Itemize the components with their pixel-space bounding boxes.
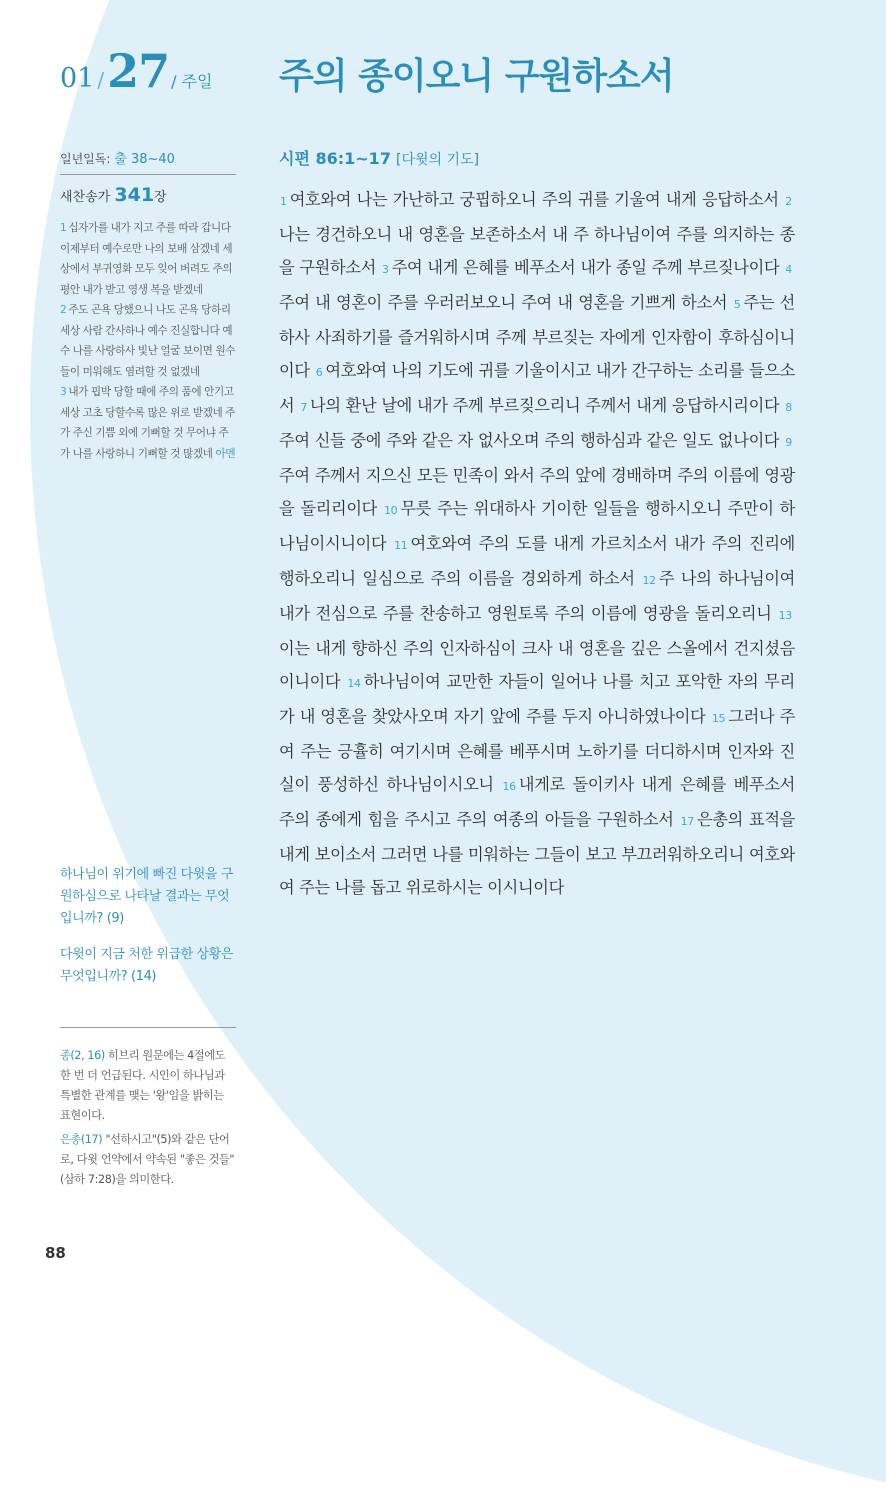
note-text: 히브리 원문에는 4절에도 한 번 더 언급된다. 시인이 하나님과 특별한 관계를 맺는 '왕'임을 밝히는 표현이다. xyxy=(60,1049,226,1122)
hymn-amen: 아멘 xyxy=(215,447,236,460)
date-month: 01 xyxy=(60,63,95,94)
verse-text: 나는 경건하오니 내 영혼을 보존하소서 내 주 하나님이여 주를 의지하는 종을 구원하소서 xyxy=(279,225,795,277)
reflection-questions xyxy=(60,864,236,1002)
page-title: 주의 종이오니 구원하소서 xyxy=(279,56,674,97)
verse-number: 16 xyxy=(502,780,516,793)
verse-number: 4 xyxy=(785,263,792,276)
hymn-verse xyxy=(60,218,236,300)
verse-text: 나의 환난 날에 내가 주께 부르짖으리니 주께서 내게 응답하시리이다 xyxy=(310,396,780,415)
hymn-verse-text: 주도 곤욕 당했으니 나도 곤욕 당하리 세상 사람 간사하나 예수 진실합니다 예수 나를 사랑하사 빛난 얼굴 보이면 원수들이 미워해도 염려할 것 없겠네 xyxy=(60,304,236,378)
verse-number: 17 xyxy=(680,815,694,828)
verse-number: 9 xyxy=(785,436,792,449)
date-separator: / xyxy=(97,68,105,92)
verse-text: 그러나 주여 주는 긍휼히 여기시며 은혜를 베푸시며 노하기를 더디하시며 인자와 진실이 풍성하신 하나님이시오니 xyxy=(279,707,795,794)
reference-subtitle: [다윗의 기도] xyxy=(396,152,480,168)
verse-text: 여호와여 나의 기도에 귀를 기울이시고 내가 간구하는 소리를 들으소서 xyxy=(279,361,795,415)
hymn-label: 새찬송가 xyxy=(60,190,111,205)
verse-text: 하나님이여 교만한 자들이 일어나 나를 치고 포악한 자의 무리가 내 영혼을 찾았사오며 자기 앞에 주를 두지 아니하였나이다 xyxy=(279,672,795,726)
verse-number: 14 xyxy=(347,677,361,690)
yearly-reading xyxy=(60,148,175,167)
verse-number: 8 xyxy=(785,401,792,414)
hymn-number: 341 xyxy=(114,184,155,206)
note-term: 은총(17) xyxy=(60,1133,103,1146)
yearly-reading-value: 출 38~40 xyxy=(114,152,175,167)
hymn-verse-number: 2 xyxy=(60,304,67,316)
note-term: 종(2, 16) xyxy=(60,1049,105,1062)
hymn-heading xyxy=(60,184,167,206)
yearly-reading-label: 일년일독: xyxy=(60,152,111,166)
note-text: "선하시고"(5)와 같은 단어로, 다윗 언약에서 약속된 "좋은 것들"(삼하 7:28)을 의미한다. xyxy=(60,1133,235,1186)
verse-text: 여호와여 주의 도를 내게 가르치소서 내가 주의 진리에 행하오리니 일심으로 주의 이름을 경외하게 하소서 xyxy=(279,534,795,588)
hymn-verse-number: 3 xyxy=(60,386,67,398)
date-day: 27 xyxy=(107,44,170,98)
verse-text: 여호와여 나는 가난하고 궁핍하오니 주의 귀를 기울여 내게 응답하소서 xyxy=(289,190,779,209)
verse-number: 7 xyxy=(300,401,308,414)
verse-text: 주는 선하사 사죄하기를 즐거워하시며 주께 부르짖는 자에게 인자함이 후하심이니이다 xyxy=(279,293,796,380)
verse-text: 주여 신들 중에 주와 같은 자 없사오며 주의 행하심과 같은 일도 없나이다 xyxy=(279,431,780,450)
hymn-verse-text: 십자가를 내가 지고 주를 따라 갑니다 이제부터 예수로만 나의 보배 삼겠네 세상에서 부귀영화 모두 잊어 버려도 주의 평안 내가 받고 영생 복을 받겠네 xyxy=(60,222,233,296)
scripture-text xyxy=(279,183,795,904)
note-item xyxy=(60,1130,236,1190)
scripture-section xyxy=(279,146,795,904)
verse-text: 이는 내게 향하신 주의 인자하심이 크사 내 영혼을 깊은 스올에서 건지셨음이니이다 xyxy=(279,639,795,691)
notes-divider xyxy=(60,1027,236,1028)
word-notes xyxy=(60,1046,236,1194)
verse-text: 주여 내게 은혜를 베푸소서 내가 종일 주께 부르짖나이다 xyxy=(391,258,780,277)
verse-number: 2 xyxy=(785,195,792,208)
hymn-lyrics xyxy=(60,218,236,464)
verse-text: 무릇 주는 위대하사 기이한 일들을 행하시오니 주만이 하나님이시니이다 xyxy=(279,499,795,553)
question-item: 하나님이 위기에 빠진 다윗을 구원하심으로 나타날 결과는 무엇입니까? (9) xyxy=(60,867,233,926)
verse-text: 주여 주께서 지으신 모든 민족이 와서 주의 앞에 경배하며 주의 이름에 영광을 돌리리이다 xyxy=(279,466,795,518)
verse-number: 12 xyxy=(642,574,656,587)
verse-number: 3 xyxy=(382,263,389,276)
hymn-verse xyxy=(60,382,236,464)
verse-number: 5 xyxy=(733,298,741,311)
verse-number: 10 xyxy=(383,504,398,517)
verse-number: 13 xyxy=(778,609,792,622)
verse-text: 주여 내 영혼이 주를 우러러보오니 주여 내 영혼을 기쁘게 하소서 xyxy=(279,293,728,312)
page-number: 88 xyxy=(45,1244,66,1262)
verse-number: 6 xyxy=(315,366,323,379)
verse-number: 1 xyxy=(280,195,287,208)
verse-text: 은총의 표적을 내게 보이소서 그러면 나를 미워하는 그들이 보고 부끄러워하오리니 여호와여 주는 나를 돕고 위로하시는 이시니이다 xyxy=(279,810,795,897)
date-header xyxy=(60,44,213,98)
sidebar-divider xyxy=(60,174,236,175)
verse-text: 내게로 돌이키사 내게 은혜를 베푸소서 주의 종에게 힘을 주시고 주의 여종의 아들을 구원하소서 xyxy=(279,775,795,829)
reference-text: 시편 86:1~17 xyxy=(279,149,391,168)
hymn-verse-text: 내가 핍박 당할 때에 주의 품에 안기고 세상 고초 당할수록 많은 위로 받겠네 주가 주신 기쁨 외에 기뻐할 것 무어냐 주가 나를 사랑하니 기뻐할 것 많겠네 xyxy=(60,386,236,460)
question-item: 다윗이 지금 처한 위급한 상황은 무엇입니까? (14) xyxy=(60,947,233,984)
hymn-verse-number: 1 xyxy=(60,222,67,234)
verse-text: 주 나의 하나님이여 내가 전심으로 주를 찬송하고 영원토록 주의 이름에 영광을 돌리오리니 xyxy=(279,569,795,623)
note-item xyxy=(60,1046,236,1126)
verse-number: 11 xyxy=(394,539,408,552)
scripture-reference xyxy=(279,146,795,169)
date-weekday: / 주일 xyxy=(171,72,213,91)
hymn-suffix: 장 xyxy=(154,190,167,205)
verse-number: 15 xyxy=(711,712,726,725)
hymn-verse xyxy=(60,300,236,382)
